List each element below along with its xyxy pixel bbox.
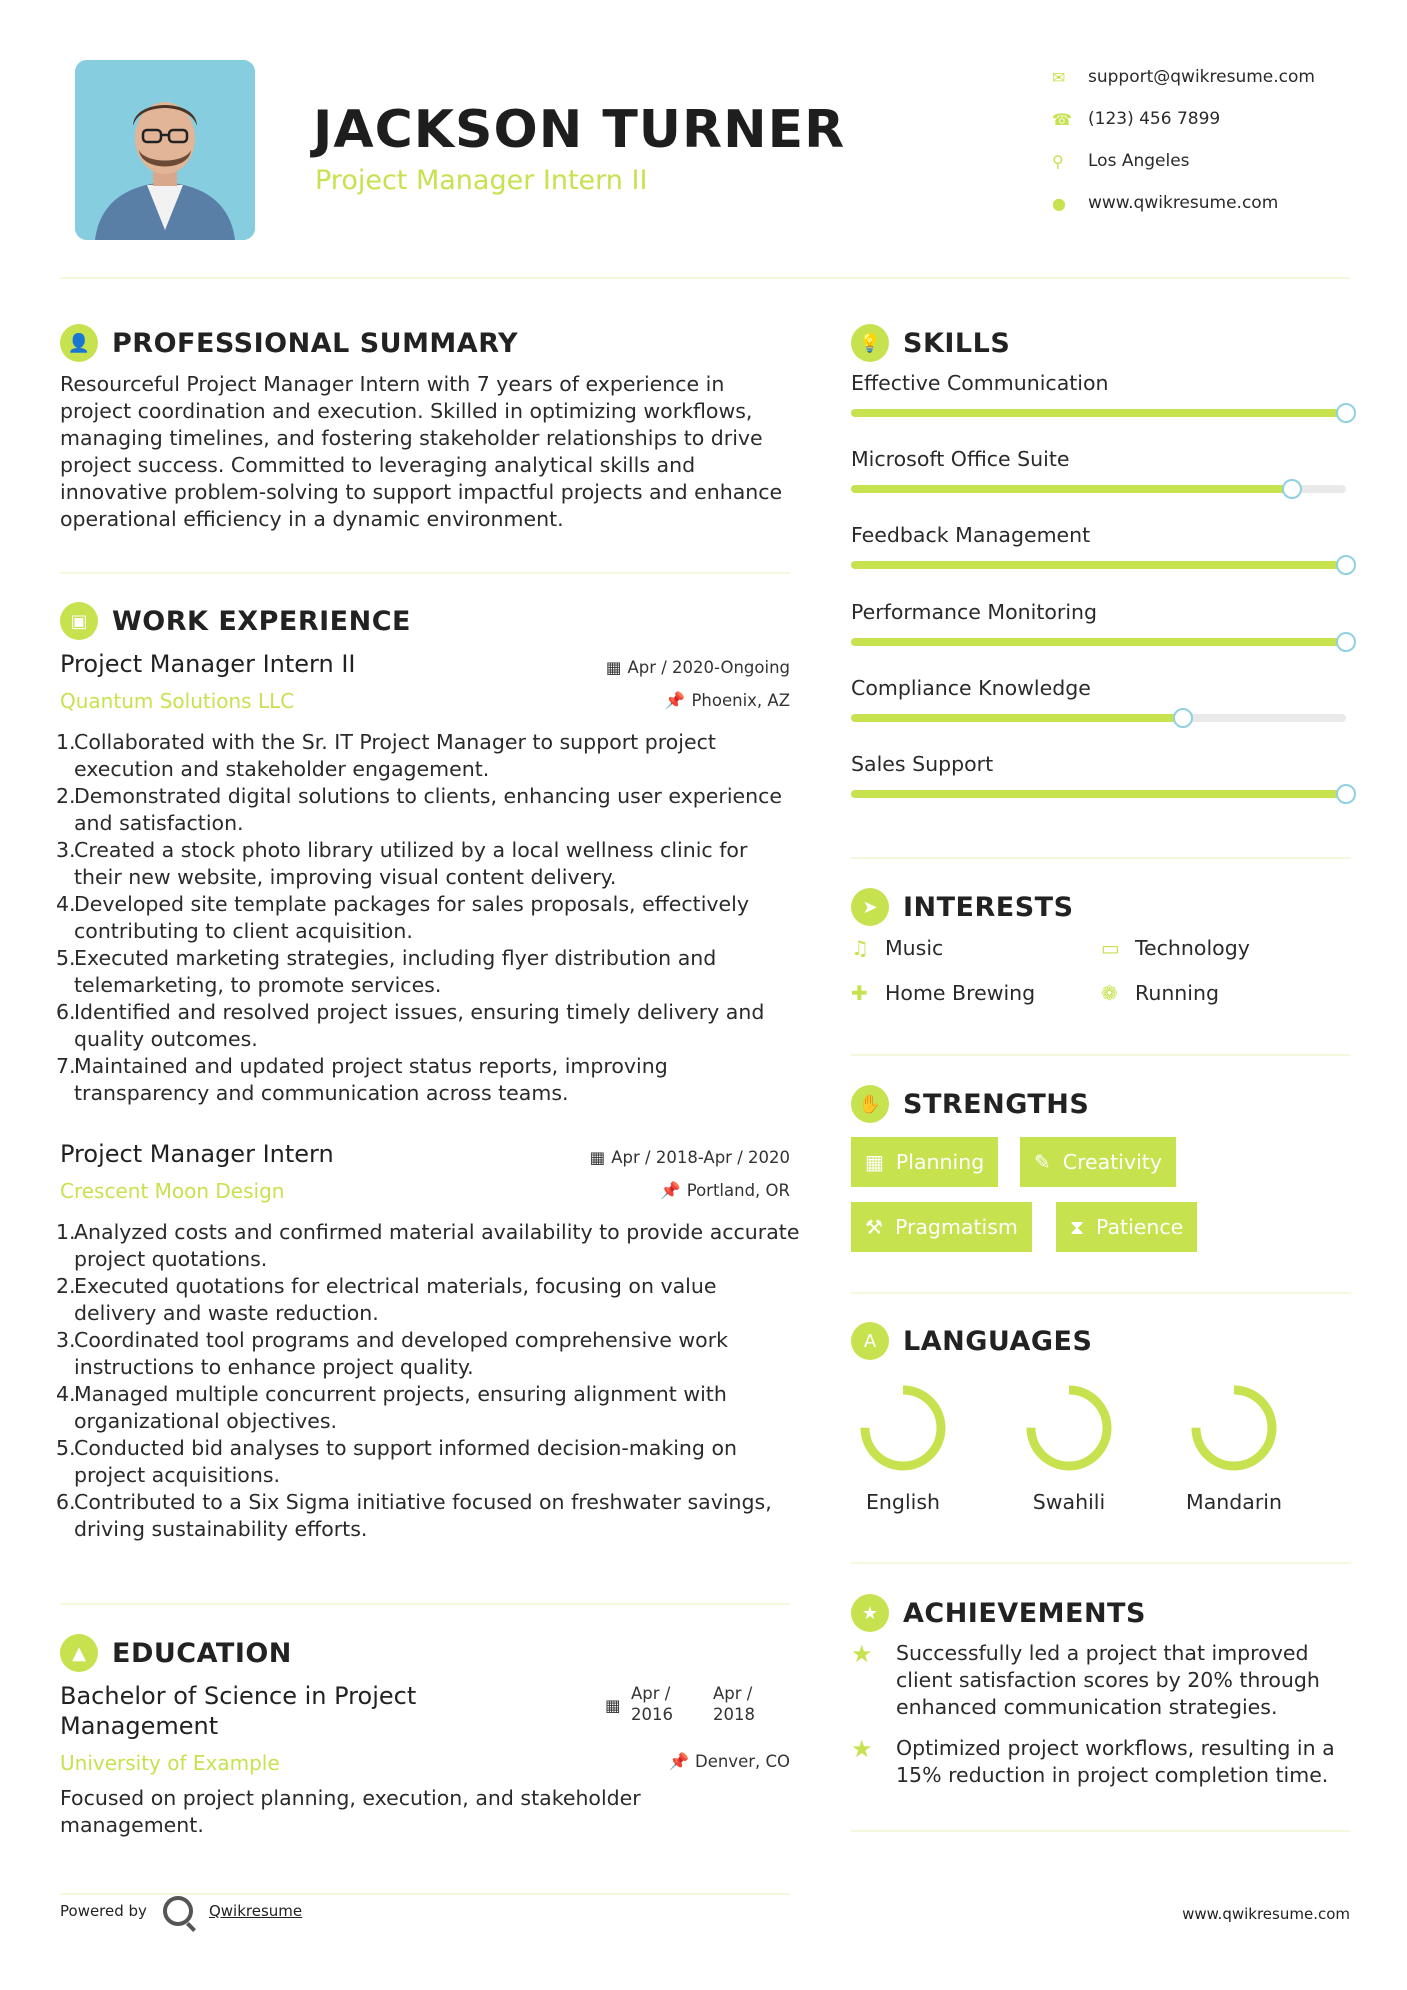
gavel-icon: ⚒ xyxy=(865,1215,883,1239)
strengths-title: STRENGTHS xyxy=(903,1088,1090,1120)
education-header xyxy=(60,1634,292,1672)
skill-fill xyxy=(851,485,1292,493)
contact-website-text[interactable]: www.qwikresume.com xyxy=(1088,193,1279,213)
list-item: 5. Conducted bid analyses to support informed decision-making on project acquisitions. xyxy=(56,1436,737,1487)
list-item: 4. Managed multiple concurrent projects, ensuring alignment with organizational objectives. xyxy=(56,1382,727,1433)
language-ring xyxy=(1019,1378,1119,1478)
contact-location-text: Los Angeles xyxy=(1088,151,1190,171)
job-location-text: Portland, OR xyxy=(686,1181,790,1200)
strength-tag xyxy=(1056,1202,1197,1252)
list-item: 4. Developed site template packages for sales proposals, effectively contributing to client acquisition. xyxy=(56,892,749,943)
list-item: 5. Executed marketing strategies, including flyer distribution and telemarketing, to promote services. xyxy=(56,946,717,997)
skill-track xyxy=(851,561,1346,569)
user-icon: 👤 xyxy=(60,324,98,362)
summary-title: PROFESSIONAL SUMMARY xyxy=(112,327,519,359)
strength-tag xyxy=(851,1137,998,1187)
skill-label: Sales Support xyxy=(851,752,994,776)
skill-knob xyxy=(1336,555,1356,575)
strength-tag xyxy=(1020,1137,1176,1187)
interests-title: INTERESTS xyxy=(903,891,1074,923)
contact-block xyxy=(1052,56,1352,224)
achievement-text: Successfully led a project that improved client satisfaction scores by 20% through enhanced communication strategies. xyxy=(896,1641,1320,1719)
experience-divider xyxy=(60,1603,790,1605)
education-date-end: Apr / 2018 xyxy=(713,1684,755,1724)
candidate-role: Project Manager Intern II xyxy=(315,165,648,196)
experience-title: WORK EXPERIENCE xyxy=(112,605,411,637)
hourglass-icon: ⧗ xyxy=(1070,1215,1085,1239)
job-location xyxy=(665,691,790,711)
language-ring xyxy=(1184,1378,1284,1478)
achievements-divider xyxy=(851,1830,1351,1832)
brush-icon: ✎ xyxy=(1034,1150,1051,1174)
education-description: Focused on project planning, execution, and stakeholder management. xyxy=(60,1786,641,1837)
pushpin-icon: 📌 xyxy=(668,1752,689,1771)
skill-item xyxy=(851,600,1351,660)
powered-by-text: Powered by xyxy=(60,1902,147,1920)
skill-track xyxy=(851,409,1346,417)
lightbulb-icon: 💡 xyxy=(851,324,889,362)
footer-website[interactable]: www.qwikresume.com xyxy=(1182,1905,1350,1923)
job-bullets xyxy=(58,729,798,1107)
language-label: English xyxy=(865,1490,941,1514)
person-portrait-icon xyxy=(75,60,255,240)
language-ring xyxy=(853,1378,953,1478)
puzzle-icon: ✚ xyxy=(851,981,868,1005)
strengths-divider xyxy=(851,1292,1351,1294)
language-item xyxy=(1174,1378,1294,1514)
header-divider xyxy=(60,277,1350,279)
education-location-text: Denver, CO xyxy=(694,1752,790,1771)
language-label: Mandarin xyxy=(1186,1490,1282,1514)
interests-divider xyxy=(851,1054,1351,1056)
skill-item xyxy=(851,447,1351,507)
trophy-icon: ★ xyxy=(851,1594,889,1632)
skill-item xyxy=(851,371,1351,431)
skill-fill xyxy=(851,790,1346,798)
contact-phone xyxy=(1052,98,1352,140)
education-title: EDUCATION xyxy=(112,1637,292,1669)
interest-label: Running xyxy=(1135,981,1220,1005)
envelope-icon: ✉ xyxy=(1052,67,1066,87)
job-title: Project Manager Intern II xyxy=(60,650,356,678)
skills-title: SKILLS xyxy=(903,327,1011,359)
skill-knob xyxy=(1282,479,1302,499)
language-ring-arc xyxy=(865,1390,941,1466)
skill-fill xyxy=(851,561,1346,569)
paper-plane-icon: ➤ xyxy=(851,888,889,926)
job-date xyxy=(590,1148,790,1167)
skills-header xyxy=(851,324,1010,362)
list-item: 1. Analyzed costs and confirmed material availability to provide accurate project quotations. xyxy=(56,1220,800,1271)
job-company: Quantum Solutions LLC xyxy=(60,689,295,713)
language-icon: A xyxy=(851,1322,889,1360)
contact-phone-text: (123) 456 7899 xyxy=(1088,109,1221,129)
strength-label: Planning xyxy=(895,1150,985,1174)
language-item xyxy=(843,1378,963,1514)
skill-fill xyxy=(851,714,1183,722)
footer-divider-left xyxy=(60,1893,790,1895)
strength-tag xyxy=(851,1202,1032,1252)
skill-knob xyxy=(1336,403,1356,423)
skill-label: Microsoft Office Suite xyxy=(851,447,1070,472)
briefcase-icon: ▣ xyxy=(60,602,98,640)
languages-divider xyxy=(851,1562,1351,1564)
interests-header xyxy=(851,888,1074,926)
phone-icon: ☎ xyxy=(1052,109,1072,129)
hand-icon: ✋ xyxy=(851,1085,889,1123)
skill-fill xyxy=(851,638,1346,646)
strengths-header xyxy=(851,1085,1089,1123)
skill-item xyxy=(851,676,1351,736)
profile-photo xyxy=(75,60,255,240)
job-title: Project Manager Intern xyxy=(60,1140,334,1168)
strength-label: Pragmatism xyxy=(894,1215,1018,1239)
achievement-item xyxy=(851,1735,1361,1789)
contact-website xyxy=(1052,182,1352,224)
pushpin-icon: 📌 xyxy=(660,1181,681,1200)
language-ring-arc xyxy=(1031,1390,1107,1466)
languages-title: LANGUAGES xyxy=(903,1325,1093,1357)
achievement-text: Optimized project workflows, resulting in a 15% reduction in project completion time. xyxy=(896,1736,1335,1787)
contact-location xyxy=(1052,140,1352,182)
paw-icon: ❁ xyxy=(1101,981,1118,1005)
education-school: University of Example xyxy=(60,1751,280,1775)
skill-track xyxy=(851,714,1346,722)
laptop-icon: ▭ xyxy=(1101,936,1120,960)
graduation-icon: ▲ xyxy=(60,1634,98,1672)
skill-knob xyxy=(1336,632,1356,652)
candidate-name: JACKSON TURNER xyxy=(313,100,846,160)
list-item: 2. Executed quotations for electrical materials, focusing on value delivery and waste reduction. xyxy=(56,1274,717,1325)
skill-track xyxy=(851,790,1346,798)
contact-email xyxy=(1052,56,1352,98)
map-pin-icon: ⚲ xyxy=(1052,151,1064,171)
education-degree: Bachelor of Science in Project Management xyxy=(60,1682,417,1740)
summary-divider xyxy=(60,572,790,574)
skill-fill xyxy=(851,409,1346,417)
calendar-icon: ▦ xyxy=(605,1696,621,1715)
interest-item xyxy=(851,981,1035,1005)
interest-item xyxy=(1101,936,1250,960)
job-company: Crescent Moon Design xyxy=(60,1179,285,1203)
brand-link[interactable]: Qwikresume xyxy=(208,1902,303,1920)
skill-knob xyxy=(1336,784,1356,804)
experience-header xyxy=(60,602,411,640)
list-item: 3. Created a stock photo library utilized by a local wellness clinic for their new website, improving visual content delivery. xyxy=(56,838,748,889)
list-item: 2. Demonstrated digital solutions to clients, enhancing user experience and satisfaction. xyxy=(56,784,783,835)
skill-label: Performance Monitoring xyxy=(851,599,1098,624)
list-item: 6. Identified and resolved project issues, ensuring timely delivery and quality outcomes. xyxy=(56,1000,765,1051)
skill-label: Compliance Knowledge xyxy=(851,675,1091,700)
job-date xyxy=(606,658,790,677)
list-item: 6. Contributed to a Six Sigma initiative focused on freshwater savings, driving sustainability efforts. xyxy=(56,1490,772,1541)
job-location-text: Phoenix, AZ xyxy=(691,691,790,710)
list-item: 1. Collaborated with the Sr. IT Project Manager to support project execution and stakeholder engagement. xyxy=(56,730,716,781)
interest-label: Technology xyxy=(1135,936,1250,960)
interest-label: Music xyxy=(885,936,944,960)
footer-powered-by xyxy=(60,1896,302,1926)
language-label: Swahili xyxy=(1032,1490,1106,1514)
skills-divider xyxy=(851,857,1351,859)
skill-knob xyxy=(1173,708,1193,728)
music-icon: ♫ xyxy=(851,936,869,960)
skill-item xyxy=(851,523,1351,583)
skill-label: Effective Communication xyxy=(851,371,1109,395)
summary-header xyxy=(60,324,518,362)
calendar-icon: ▦ xyxy=(589,1148,606,1167)
strength-label: Patience xyxy=(1096,1215,1184,1239)
job-date-text: Apr / 2020-Ongoing xyxy=(627,658,790,677)
skill-track xyxy=(851,485,1346,493)
pushpin-icon: 📌 xyxy=(664,691,686,710)
language-ring-arc xyxy=(1196,1390,1272,1466)
skill-item xyxy=(851,752,1351,812)
interest-label: Home Brewing xyxy=(885,981,1036,1005)
job-location xyxy=(660,1181,790,1201)
skill-label: Feedback Management xyxy=(851,523,1091,548)
contact-email-text[interactable]: support@qwikresume.com xyxy=(1088,67,1315,87)
languages-header xyxy=(851,1322,1092,1360)
job-bullets xyxy=(58,1219,803,1543)
skill-track xyxy=(851,638,1346,646)
achievements-title: ACHIEVEMENTS xyxy=(903,1597,1146,1629)
strength-label: Creativity xyxy=(1062,1150,1162,1174)
star-icon: ★ xyxy=(851,1640,873,1668)
job-date-text: Apr / 2018-Apr / 2020 xyxy=(611,1148,790,1167)
education-location xyxy=(668,1752,790,1772)
globe-icon: ● xyxy=(1052,193,1066,213)
calendar-icon: ▦ xyxy=(865,1150,884,1174)
summary-text: Resourceful Project Manager Intern with 7 years of experience in project coordination and execution. Skilled in optimizing workflows, managing timelines, and fostering stakeholder relationships to drive project success. Committed to leveraging analytical skills and innovative problem-solving to support impactful projects and enhance operational efficiency in a dynamic environment. xyxy=(60,372,783,531)
interest-item xyxy=(1101,981,1219,1005)
achievement-item xyxy=(851,1640,1361,1721)
education-date-start: Apr / 2016 xyxy=(631,1684,673,1724)
interest-item xyxy=(851,936,943,960)
qwikresume-logo-icon xyxy=(163,1896,193,1926)
list-item: 7. Maintained and updated project status reports, improving transparency and communication across teams. xyxy=(56,1054,668,1105)
star-icon: ★ xyxy=(851,1735,873,1763)
language-item xyxy=(1009,1378,1129,1514)
calendar-icon: ▦ xyxy=(605,658,622,677)
achievements-header xyxy=(851,1594,1146,1632)
list-item: 3. Coordinated tool programs and developed comprehensive work instructions to enhance project quality. xyxy=(56,1328,729,1379)
